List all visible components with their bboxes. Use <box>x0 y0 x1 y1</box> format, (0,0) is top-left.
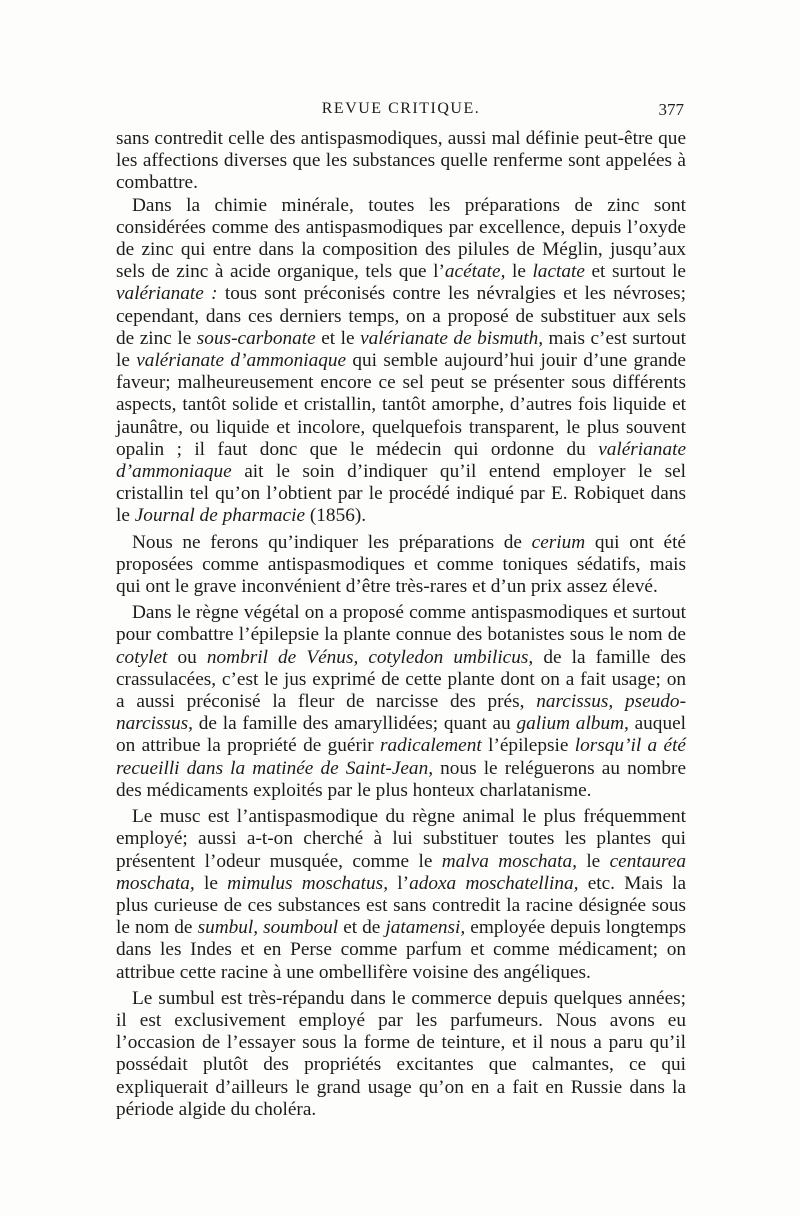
text-run: l’ <box>388 872 410 894</box>
text-run: Le sumbul est très-répandu dans le commerce depuis quelques années; il est exclusivement employé par les parfumeurs. Nous avons eu l’occasion de l’essayer sous la forme de teinture, et il nous a paru qu’il possédait plutôt des propriétés excitantes que calmantes, ce qui expliquerait d’ailleurs le grand usage qu’on en a fait en Russie dans la période algide du choléra. <box>116 987 686 1120</box>
italic-term: malva moschata, <box>441 850 577 872</box>
italic-term: radicalement <box>380 735 482 757</box>
italic-term: Journal de pharmacie <box>134 505 306 527</box>
paragraph <box>116 988 686 1121</box>
text-run: le <box>576 850 610 872</box>
running-title: REVUE CRITIQUE. <box>321 100 481 117</box>
text-run: et surtout le <box>584 261 686 283</box>
paragraph <box>116 806 686 984</box>
italic-term: valérianate : <box>116 283 218 305</box>
page-header <box>118 100 684 124</box>
body-text <box>116 128 686 1121</box>
paragraph <box>116 195 686 528</box>
italic-term: acétate, <box>444 261 506 283</box>
text-run: le <box>505 261 533 283</box>
italic-term: narcissus, pseudo-narcissus, <box>116 691 686 735</box>
text-run: mais c’est surtout le <box>116 327 686 372</box>
text-run: le <box>194 872 228 894</box>
italic-term: sumbul, soumboul <box>197 917 339 939</box>
text-run: et de <box>338 917 386 939</box>
page-number: 377 <box>658 100 684 119</box>
italic-term: valérianate d’ammoniaque <box>136 350 347 372</box>
italic-term: cerium <box>531 531 586 553</box>
text-run: Le musc est l’antispasmodique du règne animal le plus fréquemment employé; aussi a-t-on cherché à lui substituer toutes les plantes qui présentent l’odeur musquée, comme le <box>116 806 686 872</box>
italic-term: lorsqu’il a été recueilli dans la matinée de Saint-Jean, <box>116 735 686 779</box>
text-run: l’épilepsie <box>481 735 575 757</box>
paragraph <box>116 532 686 599</box>
italic-term: jatamensi, <box>385 917 466 939</box>
text-run: et le <box>315 327 361 349</box>
italic-term: lactate <box>532 261 585 283</box>
text-run: auquel on attribue la propriété de guérir <box>116 713 686 757</box>
text-run: de la famille des amaryllidées; quant au <box>192 713 517 735</box>
text-run: employée depuis longtemps dans les Indes et en Perse comme parfum et comme médicament; on attribue cette racine à une ombellifère voisine des angéliques. <box>116 917 687 983</box>
italic-term: centaurea moschata, <box>116 850 686 894</box>
italic-term: mimulus moschatus, <box>227 872 389 894</box>
text-run: (1856). <box>305 505 367 527</box>
text-run: ait le soin d’indiquer qu’il entend employer le sel cristallin tel qu’on l’obtient par le procédé indiqué par E. Robiquet dans le <box>116 461 686 527</box>
paragraph <box>116 602 686 802</box>
text-run: Dans le règne végétal on a proposé comme antispasmodiques et surtout pour combattre l’épilepsie la plante connue des botanistes sous le nom de <box>116 602 686 646</box>
italic-term: nombril de Vénus, cotyledon umbilicus, <box>206 646 534 668</box>
paragraph <box>116 128 686 195</box>
italic-term: adoxa moschatellina, <box>409 872 579 894</box>
text-run: de la famille des crassulacées, c’est le jus exprimé de cette plante dont on a fait usage; on a aussi préconisé la fleur de narcisse des prés, <box>116 646 687 713</box>
text-run: Dans la chimie minérale, toutes les préparations de zinc sont considérées comme des antispasmodiques par excellence, depuis l’oxyde de zinc qui entre dans la composition des pilules de Méglin, jusqu’aux sels de zinc à acide organique, tels que l’ <box>116 194 686 283</box>
text-run: nous le reléguerons au nombre des médicaments exploités par le plus honteux charlatanisme. <box>116 757 687 801</box>
italic-term: cotylet <box>116 646 168 668</box>
italic-term: valérianate d’ammoniaque <box>116 438 686 483</box>
text-run: Nous ne ferons qu’indiquer les préparations de <box>132 531 532 553</box>
text-run: qui semble aujourd’hui jouir d’une grande faveur; malheureusement encore ce sel peut se présenter sous différents aspects, tantôt solide et cristallin, tantôt amorphe, d’autres fois liquide et jaunâtre, ou liquide et incolore, quelquefois transparent, le plus souvent opalin ; il faut donc que le médecin qui ordonne du <box>116 350 686 460</box>
italic-term: sous-carbonate <box>196 327 316 349</box>
italic-term: galium album, <box>516 713 629 735</box>
text-run: qui ont été proposées comme antispasmodiques et comme toniques sédatifs, mais qui ont le grave inconvénient d’être très-rares et d’un prix assez élevé. <box>116 531 686 598</box>
text-run: etc. Mais la plus curieuse de ces substances est sans contredit la racine désignée sous le nom de <box>116 872 687 939</box>
text-run: tous sont préconisés contre les névralgies et les névroses; cependant, dans ces derniers temps, on a proposé de substituer aux sels de zinc le <box>116 283 686 349</box>
italic-term: valérianate de bismuth, <box>360 327 544 349</box>
text-run: sans contredit celle des antispasmodiques, aussi mal définie peut-être que les affections diverses que les substances quelle renferme sont appelées à combattre. <box>116 128 686 194</box>
text-run: ou <box>167 646 207 668</box>
